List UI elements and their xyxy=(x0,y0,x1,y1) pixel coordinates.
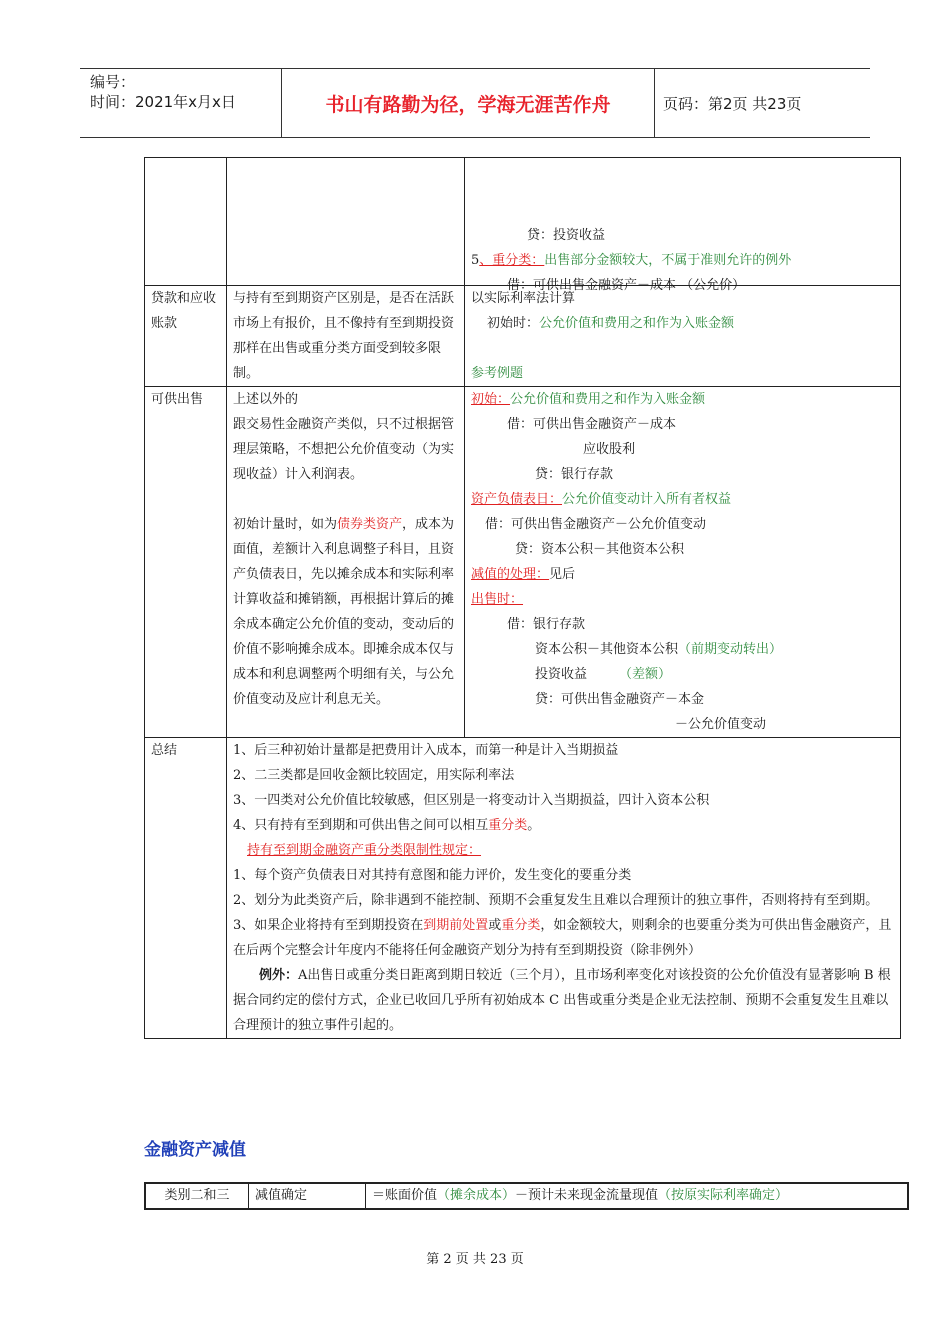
doc-number-label: 编号： xyxy=(90,73,136,91)
entry-line: －公允价值变动 xyxy=(675,717,767,732)
table-row xyxy=(145,738,901,1039)
entry-line: 贷：投资收益 xyxy=(527,228,606,243)
entry-line: 以实际利率法计算 xyxy=(471,291,576,306)
entry-line: 借：可供出售金融资产－成本 （公允价） xyxy=(507,278,746,293)
entry-line: 初始：公允价值和费用之和作为入账金额 xyxy=(471,392,706,407)
entry-line: 资本公积－其他资本公积（前期变动转出） xyxy=(535,642,783,657)
entry-line: 投资收益 （差额） xyxy=(535,667,672,682)
entry-line: 5、重分类：出售部分金额较大，不属于准则允许的例外 xyxy=(471,253,792,268)
category-label: 总结 xyxy=(145,738,227,1039)
formula-cell: ＝账面价值（摊余成本）－预计未来现金流量现值（按原实际利率确定） xyxy=(366,1183,909,1209)
category-label: 可供出售 xyxy=(145,387,227,738)
impairment-table xyxy=(144,1182,909,1210)
entry-line: 出售时： xyxy=(471,592,524,607)
header-motto: 书山有路勤为径，学海无涯苦作舟 xyxy=(282,69,655,137)
table-row xyxy=(145,387,901,738)
page-header xyxy=(80,68,870,138)
category-description: 与持有至到期资产区别是，是否在活跃市场上有报价，且不像持有至到期投资那样在出售或重分类方面受到较多限制。 xyxy=(227,286,465,387)
summary-cell: 1、后三种初始计量都是把费用计入成本，而第一种是计入当期损益 2、二三类都是回收金额比较固定，用实际利率法 3、一四类对公允价值比较敏感，但区别是一将变动计入当期损益，四计入资本公积 4、只有持有至到期和可供出售之间可以相互重分类。 持有至到期金融资产重分类限制性规定： 1、每个资产负债表日对其持有意图和能力评价，发生变化的要重分类 2、划分为此类资产后，除非遇到不能控制、预期不会重复发生且难以合理预计的独立事件，否则将持有至到期。 3、如果企业将持有至到期投资在到期前处置或重分类，如金额较大，则剩余的也要重分类为可供出售金融资产，且在后两个完整会计年度内不能将任何金融资产划分为持有至到期投资（除非例外） 例外：A出售日或重分类日距离到期日较近（三个月），且市场利率变化对该投资的公允价值没有显著影响 B 根据合同约定的偿付方式，企业已收回几乎所有初始成本 C 出售或重分类是企业无法控制、预期不会重复发生且难以合理预计的独立事件引起的。 xyxy=(227,738,901,1039)
page-footer: 第 2 页 共 23 页 xyxy=(426,1252,524,1267)
entry-line: 应收股利 xyxy=(583,442,636,457)
entry-line: 贷：可供出售金融资产－本金 xyxy=(535,692,705,707)
entry-line: 贷：银行存款 xyxy=(535,467,614,482)
entry-line: 资产负债表日：公允价值变动计入所有者权益 xyxy=(471,492,732,507)
classification-table xyxy=(144,157,901,1039)
header-page-label: 页码：第2页 共23页 xyxy=(663,94,802,113)
category-description: 上述以外的 跟交易性金融资产类似，只不过根据管理层策略，不想把公允价值变动（为实现收益）计入利润表。 初始计量时，如为债券类资产，成本为面值，差额计入利息调整子科目，且资产负债表日，先以摊余成本和实际利率计算收益和摊销额，再根据计算后的摊余成本确定公允价值的变动，变动后的价值不影响摊余成本。即摊余成本仅与成本和利息调整两个明细有关，与公允价值变动及应计利息无关。 xyxy=(227,387,465,738)
entry-line: 借：银行存款 xyxy=(507,617,586,632)
entry-line: 贷：资本公积－其他资本公积 xyxy=(515,542,685,557)
method-label: 减值确定 xyxy=(249,1183,366,1209)
category-label: 贷款和应收账款 xyxy=(145,286,227,387)
table-row xyxy=(145,1183,908,1209)
example-link[interactable]: 参考例题 xyxy=(471,366,524,381)
category-label: 类别二和三 xyxy=(145,1183,249,1209)
entry-line: 减值的处理：见后 xyxy=(471,567,576,582)
doc-time-label: 时间：2021年x月x日 xyxy=(90,93,236,111)
entry-line: 初始时：公允价值和费用之和作为入账金额 xyxy=(487,316,735,331)
entry-line: 借：可供出售金融资产－公允价值变动 xyxy=(485,517,707,532)
header-left xyxy=(80,69,282,137)
table-row xyxy=(145,158,901,286)
table-row xyxy=(145,286,901,387)
section-title: 金融资产减值 xyxy=(144,1140,246,1160)
entry-line: 借：可供出售金融资产－成本 xyxy=(507,417,677,432)
